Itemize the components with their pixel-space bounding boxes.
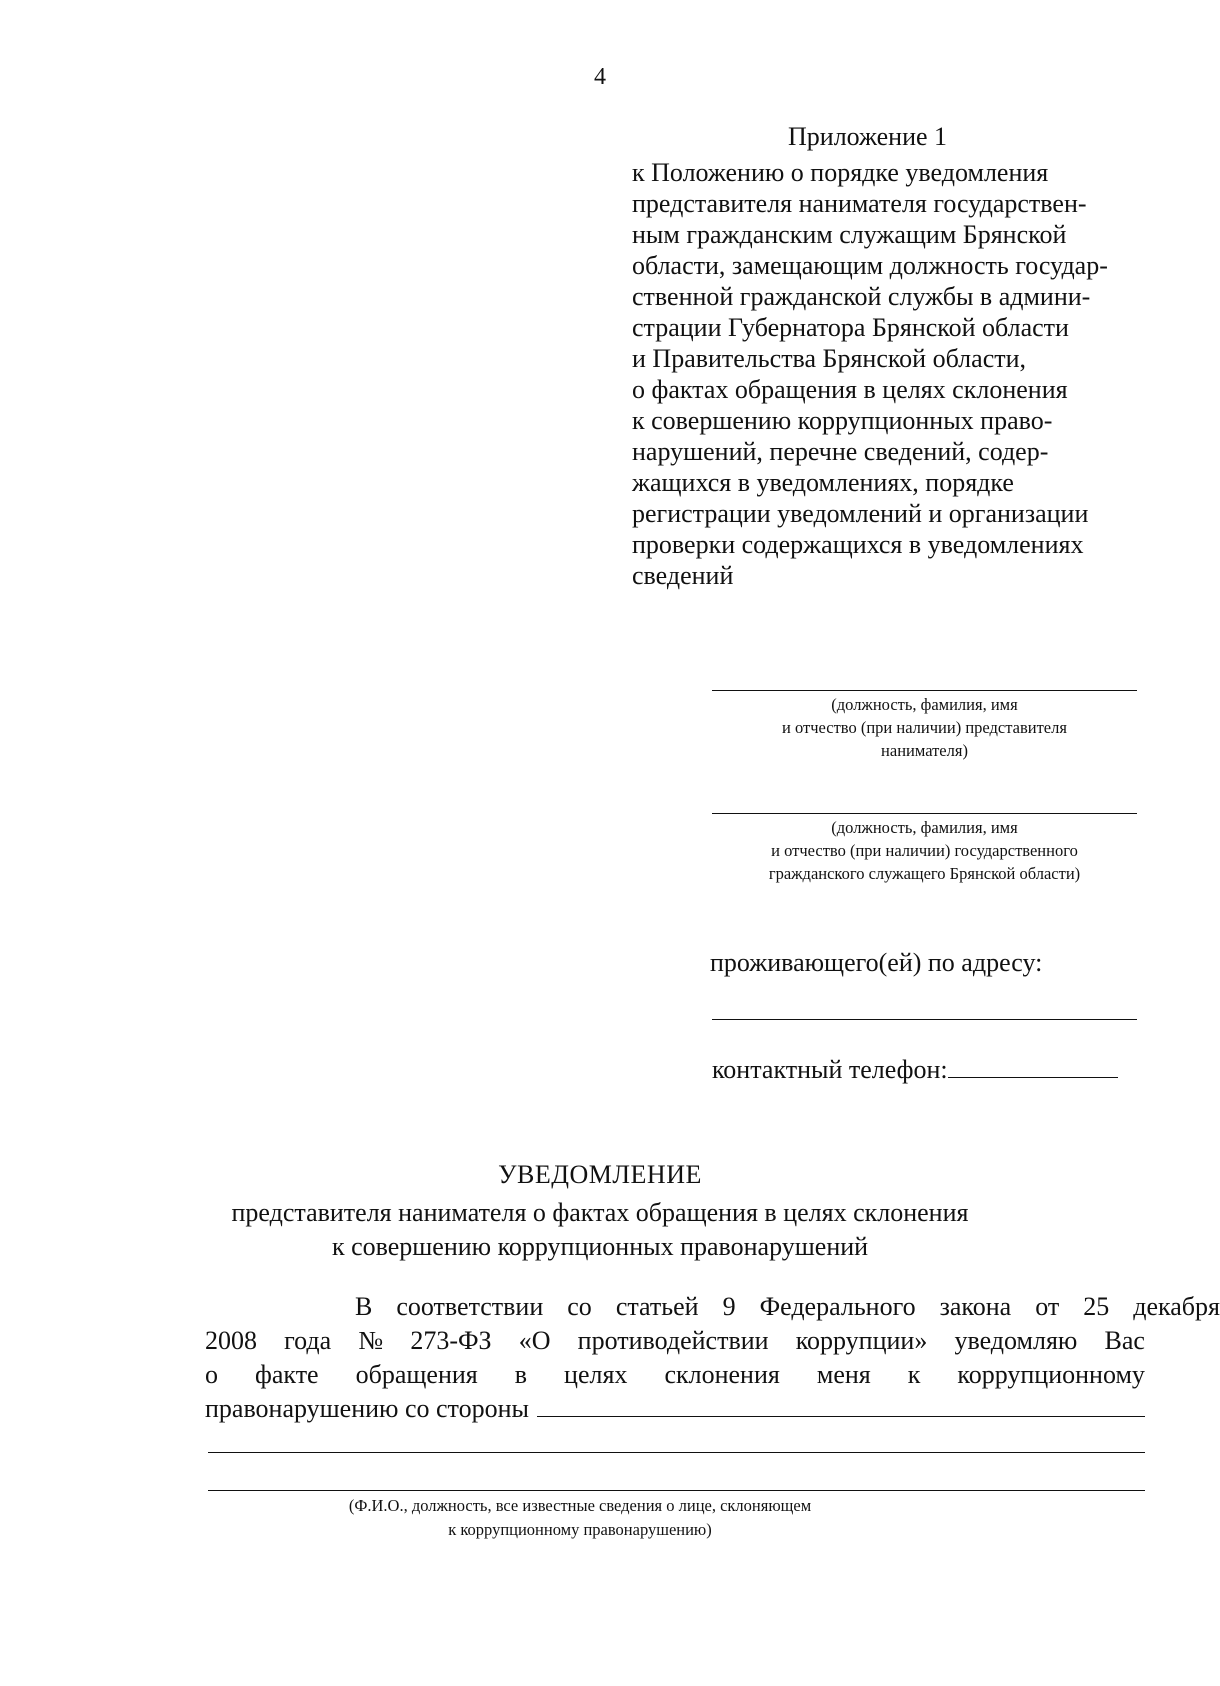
word: Вас — [1104, 1326, 1145, 1355]
word: 9 — [722, 1292, 736, 1321]
caption-line: (должность, фамилия, имя — [831, 695, 1018, 714]
offender-blank-line-2[interactable] — [208, 1452, 1145, 1453]
offender-caption-line: (Ф.И.О., должность, все известные сведения о лице, склоняющем — [348, 1496, 812, 1515]
word: соответствии — [396, 1292, 544, 1321]
body-line-3 — [205, 1360, 1145, 1390]
appendix-line: регистрации уведомлений и организации — [632, 499, 1089, 528]
notice-title: УВЕДОМЛЕНИЕ — [498, 1160, 702, 1189]
address-blank-line[interactable] — [712, 1019, 1137, 1020]
phone-blank-line[interactable] — [948, 1053, 1118, 1078]
notice-subtitle-line: к совершению коррупционных правонарушений — [331, 1232, 869, 1261]
appendix-line: ственной гражданской службы в админи- — [632, 282, 1091, 311]
word: о — [205, 1360, 218, 1389]
sender-caption — [712, 816, 1137, 885]
appendix-line: ным гражданским служащим Брянской — [632, 220, 1067, 249]
offender-blank-line[interactable] — [537, 1394, 1145, 1417]
caption-line: нанимателя) — [881, 741, 968, 760]
appendix-line: страции Губернатора Брянской области — [632, 313, 1069, 342]
body-line-2 — [205, 1326, 1145, 1356]
caption-line: гражданского служащего Брянской области) — [768, 864, 1081, 883]
phone-row — [712, 1053, 1118, 1085]
word: со — [567, 1292, 592, 1321]
word: к — [907, 1360, 921, 1389]
body-line-4 — [205, 1394, 1145, 1424]
word: 2008 — [205, 1326, 257, 1355]
page-number: 4 — [594, 64, 606, 90]
appendix-line: и Правительства Брянской области, — [632, 344, 1027, 373]
notice-subtitle-line: представителя нанимателя о фактах обращения в целях склонения — [231, 1198, 969, 1227]
caption-line: (должность, фамилия, имя — [831, 818, 1018, 837]
word: уведомляю — [954, 1326, 1078, 1355]
word: статьей — [615, 1292, 699, 1321]
appendix-line: представителя нанимателя государствен- — [632, 189, 1087, 218]
appendix-line: проверки содержащихся в уведомлениях — [632, 530, 1084, 559]
word: факте — [255, 1360, 319, 1389]
recipient-blank-line[interactable] — [712, 690, 1137, 691]
word: Федерального — [759, 1292, 916, 1321]
offender-blank-line-3[interactable] — [208, 1490, 1145, 1491]
appendix-line: нарушений, перечне сведений, содер- — [632, 437, 1049, 466]
word: коррупции» — [795, 1326, 928, 1355]
appendix-line: к Положению о порядке уведомления — [632, 158, 1049, 187]
appendix-line: к совершению коррупционных право- — [632, 406, 1053, 435]
word: года — [284, 1326, 332, 1355]
recipient-caption — [712, 693, 1137, 762]
word: целях — [564, 1360, 628, 1389]
word: противодействии — [577, 1326, 769, 1355]
phone-label: контактный телефон: — [712, 1055, 948, 1084]
word: меня — [816, 1360, 871, 1389]
caption-line: и отчество (при наличии) представителя — [782, 718, 1067, 737]
word: склонения — [664, 1360, 780, 1389]
sender-blank-line[interactable] — [712, 813, 1137, 814]
appendix-title: Приложение 1 — [788, 122, 948, 151]
word: В — [355, 1292, 373, 1321]
word: от — [1035, 1292, 1060, 1321]
appendix-line: о фактах обращения в целях склонения — [632, 375, 1068, 404]
offender-caption-line: к коррупционному правонарушению) — [448, 1520, 712, 1539]
word: закона — [939, 1292, 1012, 1321]
word: коррупционному — [957, 1360, 1145, 1389]
appendix-line: сведений — [632, 561, 734, 590]
word: «О — [518, 1326, 551, 1355]
address-label: проживающего(ей) по адресу: — [710, 948, 1043, 977]
word: 273-ФЗ — [410, 1326, 492, 1355]
word: декабря — [1133, 1292, 1220, 1321]
word: 25 — [1083, 1292, 1110, 1321]
body-line-1 — [280, 1292, 1220, 1322]
word: в — [514, 1360, 528, 1389]
appendix-line: области, замещающим должность государ- — [632, 251, 1108, 280]
word: № — [358, 1326, 384, 1355]
appendix-line: жащихся в уведомлениях, порядке — [632, 468, 1014, 497]
word: обращения — [355, 1360, 478, 1389]
caption-line: и отчество (при наличии) государственного — [771, 841, 1078, 860]
body-line-text: правонарушению со стороны — [205, 1394, 529, 1423]
